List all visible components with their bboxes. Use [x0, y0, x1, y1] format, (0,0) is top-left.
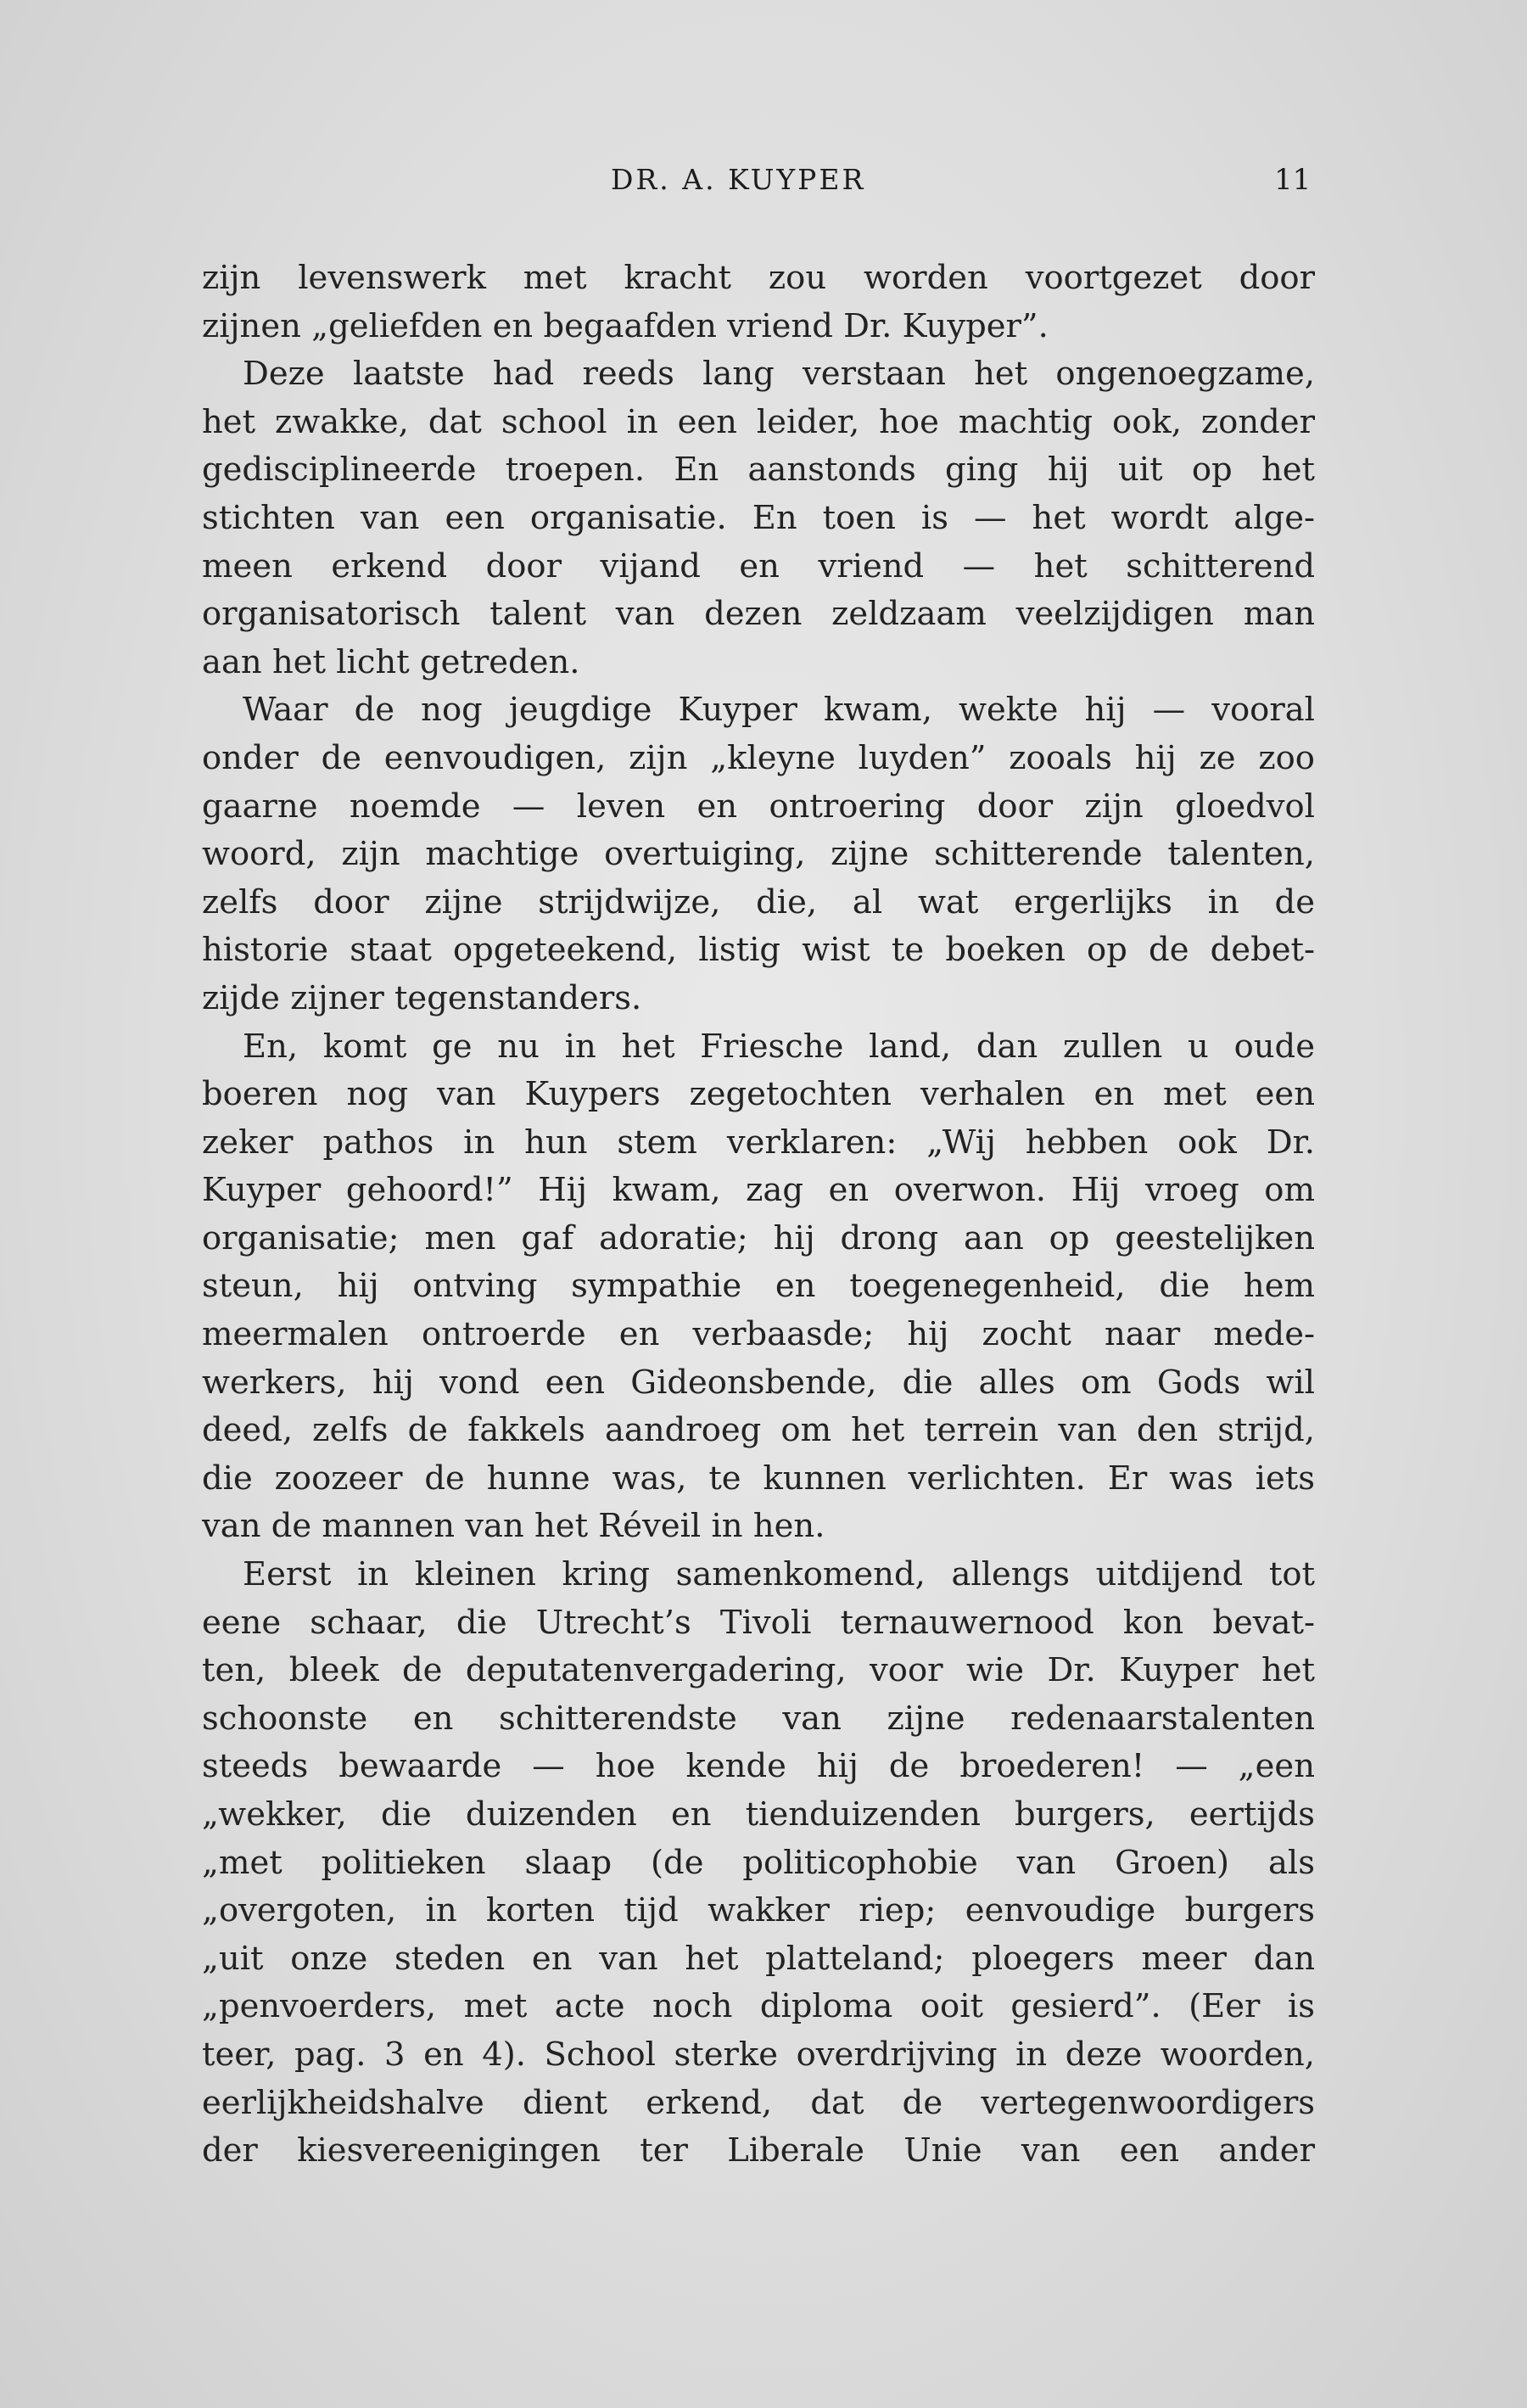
text-line: die zoozeer de hunne was, te kunnen verlichten. Er was iets — [202, 1459, 1315, 1498]
text-line: Eerst in kleinen kring samenkomend, allengs uitdijend tot — [243, 1555, 1315, 1594]
text-line: steeds bewaarde — hoe kende hij de broederen! — „een — [202, 1747, 1315, 1786]
text-line: eerlijkheidshalve dient erkend, dat de vertegenwoordigers — [202, 2083, 1315, 2122]
text-line: meermalen ontroerde en verbaasde; hij zocht naar mede- — [202, 1315, 1315, 1354]
text-line: Waar de nog jeugdige Kuyper kwam, wekte hij — vooral — [243, 691, 1315, 730]
text-line: historie staat opgeteekend, listig wist te boeken op de debet- — [202, 931, 1315, 970]
text-line: zelfs door zijne strijdwijze, die, al wat ergerlijks in de — [202, 882, 1315, 921]
text-line: boeren nog van Kuypers zegetochten verhalen en met een — [202, 1075, 1315, 1114]
text-line: het zwakke, dat school in een leider, hoe machtig ook, zonder — [202, 402, 1315, 441]
text-line: „overgoten, in korten tijd wakker riep; eenvoudige burgers — [202, 1891, 1315, 1930]
page-number: 11 — [1274, 163, 1312, 197]
text-line: teer, pag. 3 en 4). School sterke overdrijving in deze woorden, — [202, 2035, 1315, 2074]
text-line: organisatie; men gaf adoratie; hij drong aan op geestelijken — [202, 1218, 1315, 1257]
text-line: zijde zijner tegenstanders. — [202, 978, 642, 1017]
text-line: gaarne noemde — leven en ontroering door zijn gloedvol — [202, 787, 1315, 826]
running-head: DR. A. KUYPER — [611, 163, 866, 196]
text-line: zijn levenswerk met kracht zou worden voortgezet door — [202, 259, 1315, 297]
text-line: meen erkend door vijand en vriend — het schitterend — [202, 546, 1315, 585]
text-line: zeker pathos in hun stem verklaren: „Wij hebben ook Dr. — [202, 1123, 1315, 1162]
text-line: „uit onze steden en van het platteland; ploegers meer dan — [202, 1939, 1315, 1978]
text-line: „wekker, die duizenden en tienduizenden burgers, eertijds — [202, 1795, 1315, 1834]
text-line: schoonste en schitterendste van zijne redenaarstalenten — [202, 1699, 1315, 1738]
text-line: der kiesvereenigingen ter Liberale Unie van een ander — [202, 2131, 1315, 2170]
text-line: organisatorisch talent van dezen zeldzaam veelzijdigen man — [202, 595, 1315, 634]
text-line: deed, zelfs de fakkels aandroeg om het terrein van den strijd, — [202, 1411, 1315, 1450]
text-line: van de mannen van het Réveil in hen. — [202, 1507, 825, 1546]
text-line: ten, bleek de deputatenvergadering, voor wie Dr. Kuyper het — [202, 1651, 1315, 1690]
text-line: Deze laatste had reeds lang verstaan het ongenoegzame, — [243, 355, 1315, 394]
body-text — [202, 255, 1315, 2176]
text-line: En, komt ge nu in het Friesche land, dan zullen u oude — [243, 1027, 1315, 1066]
text-line: onder de eenvoudigen, zijn „kleyne luyden” zooals hij ze zoo — [202, 738, 1315, 777]
text-line: eene schaar, die Utrecht’s Tivoli ternauwernood kon bevat- — [202, 1603, 1315, 1642]
text-line: „penvoerders, met acte noch diploma ooit gesierd”. (Eer is — [202, 1987, 1315, 2026]
text-line: werkers, hij vond een Gideonsbende, die alles om Gods wil — [202, 1363, 1315, 1402]
text-line: gedisciplineerde troepen. En aanstonds ging hij uit op het — [202, 451, 1315, 490]
page-header — [0, 163, 1527, 204]
text-line: Kuyper gehoord!” Hij kwam, zag en overwon. Hij vroeg om — [202, 1171, 1315, 1210]
text-line: steun, hij ontving sympathie en toegenegenheid, die hem — [202, 1267, 1315, 1306]
text-line: woord, zijn machtige overtuiging, zijne schitterende talenten, — [202, 835, 1315, 874]
text-line: aan het licht getreden. — [202, 642, 580, 681]
text-line: stichten van een organisatie. En toen is — het wordt alge- — [202, 498, 1315, 537]
text-line: zijnen „geliefden en begaafden vriend Dr. Kuyper”. — [202, 306, 1049, 345]
text-line: „met politieken slaap (de politicophobie van Groen) als — [202, 1843, 1315, 1882]
